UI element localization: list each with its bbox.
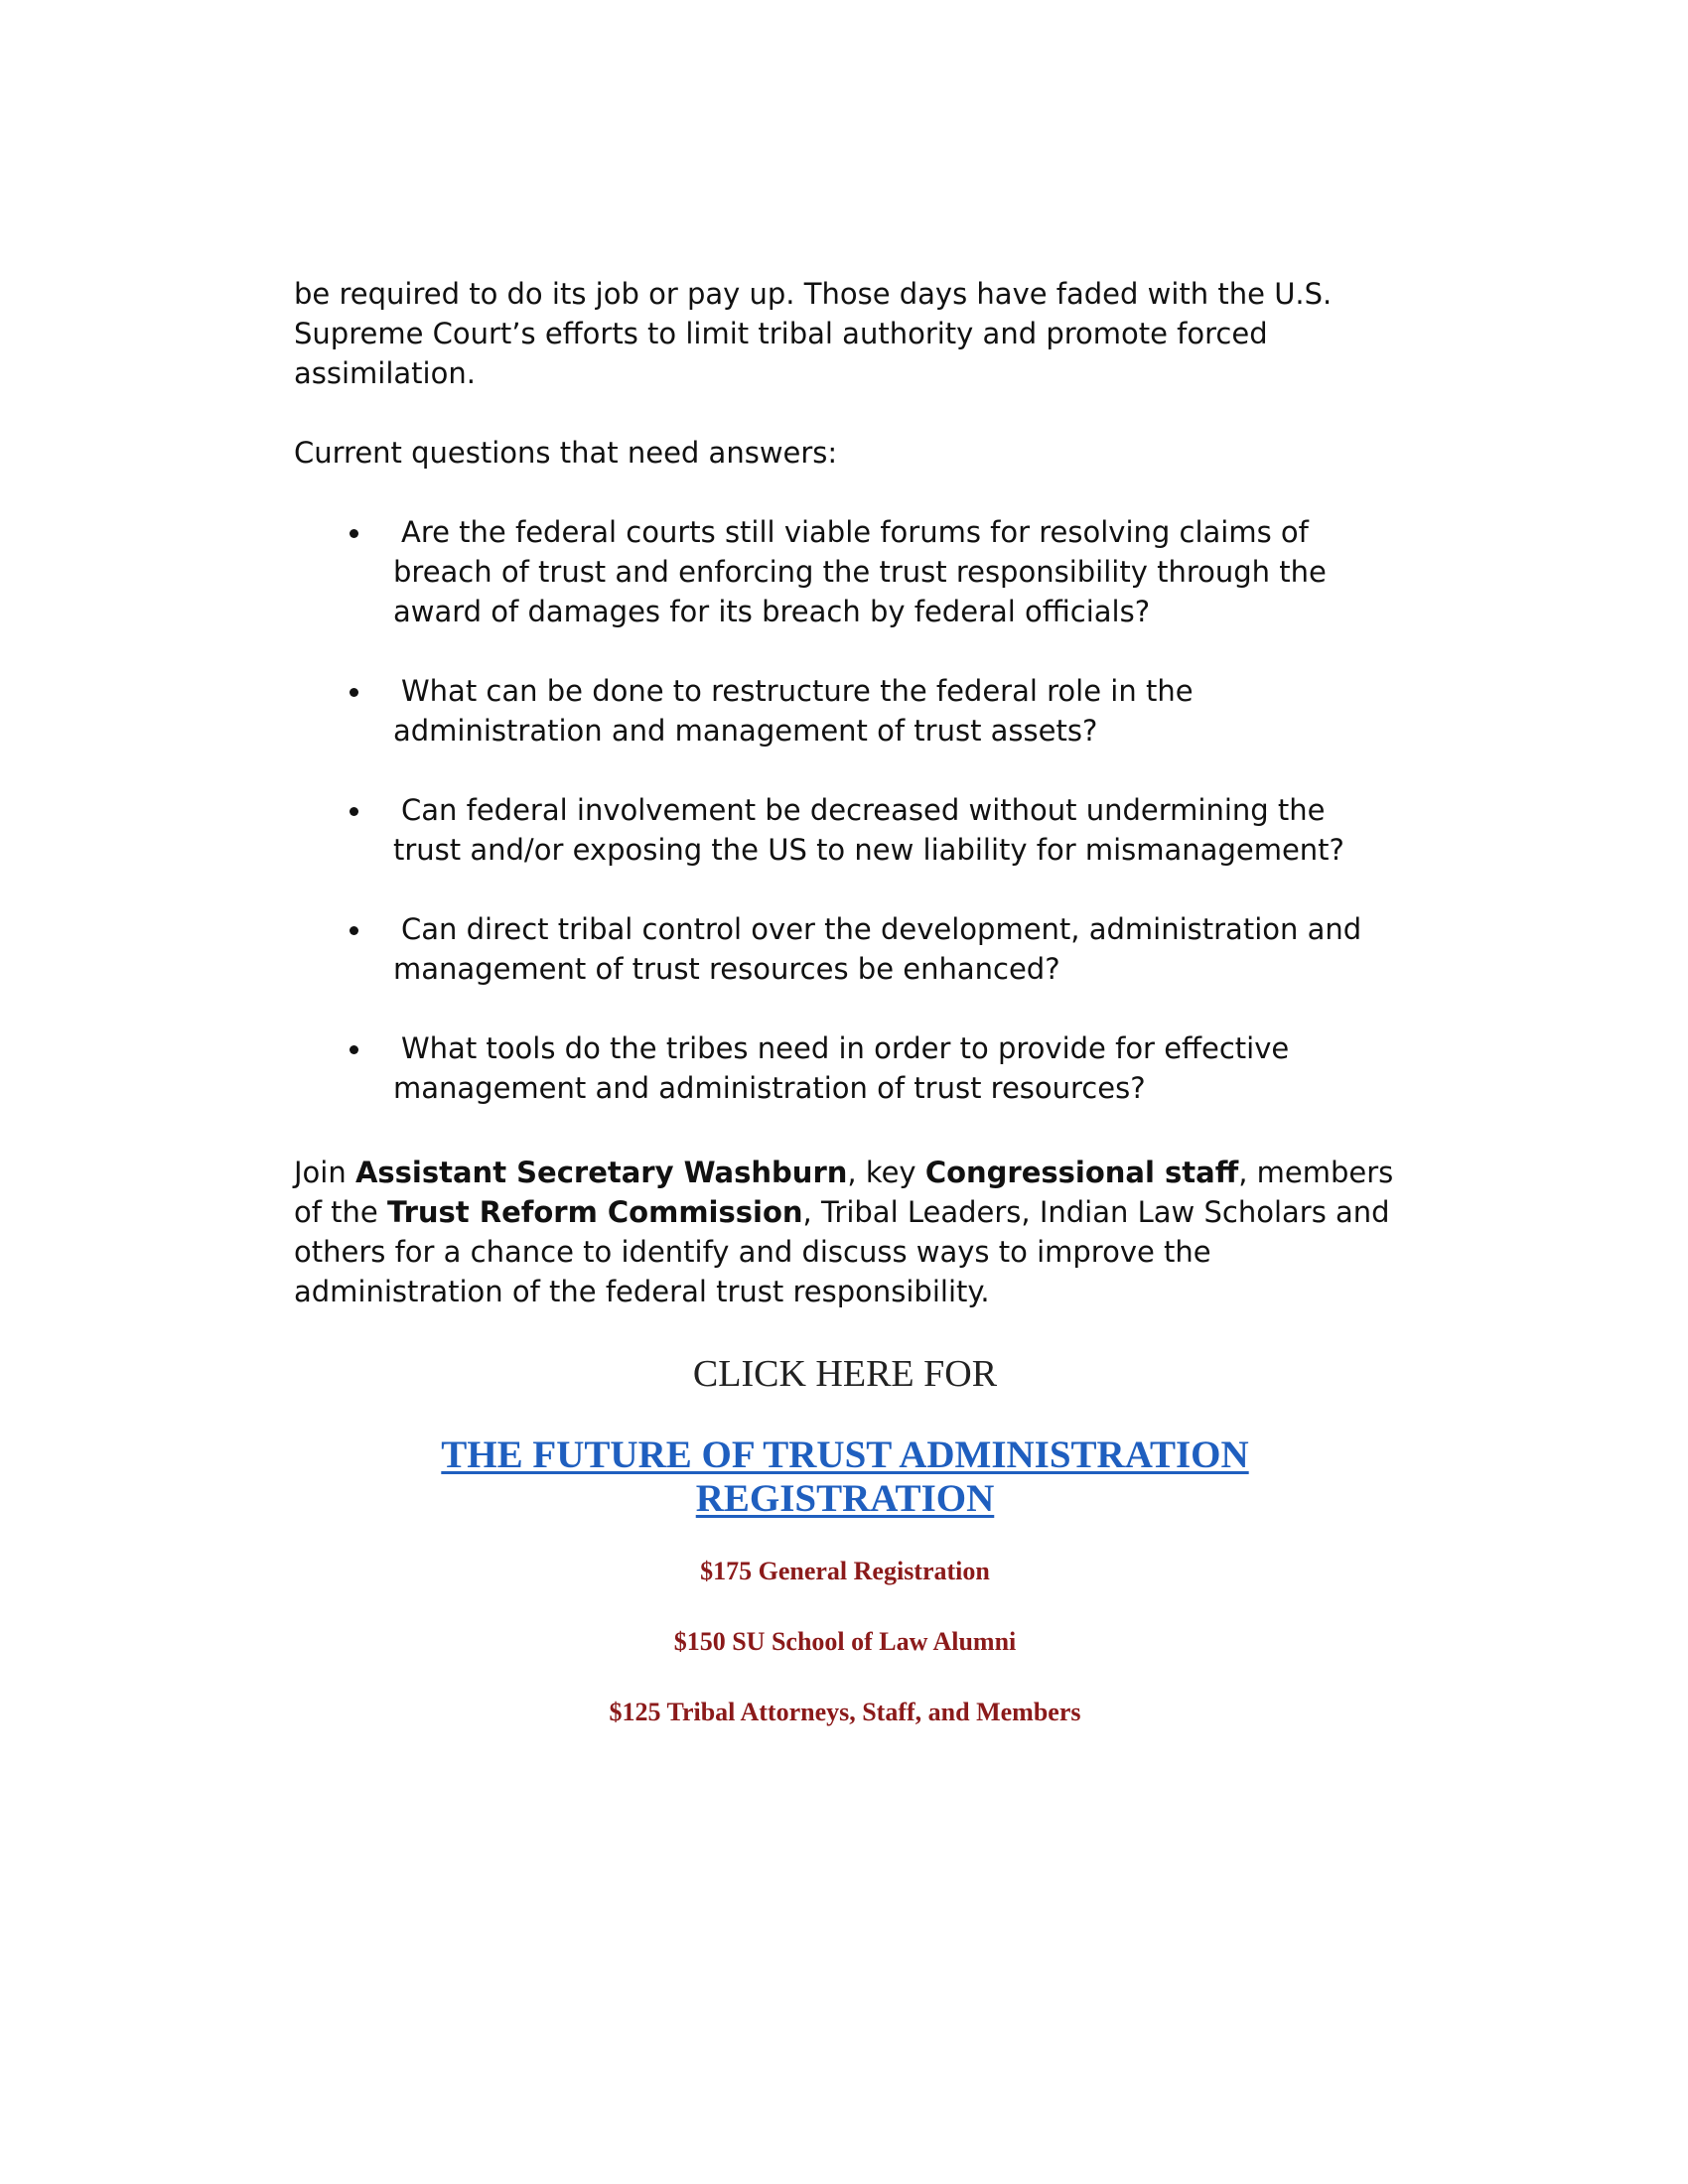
- registration-link-line: REGISTRATION: [695, 1477, 995, 1520]
- price-tribal: $125 Tribal Attorneys, Staff, and Members: [609, 1698, 1081, 1726]
- intro-paragraph: be required to do its job or pay up. Those days have faded with the U.S. Supreme Court’s efforts to limit tribal authority and promote forced assimilation.: [294, 277, 1333, 390]
- question-text: Can direct tribal control over the development, administration and management of trust resources be enhanced?: [393, 912, 1362, 986]
- join-paragraph: [294, 1153, 1396, 1311]
- question-text: What can be done to restructure the federal role in the administration and management of trust assets?: [393, 674, 1194, 748]
- join-text: Join: [294, 1156, 355, 1189]
- bullet-icon: [350, 926, 358, 935]
- list-item: [294, 1028, 1396, 1108]
- bullet-icon: [350, 807, 358, 816]
- join-bold-text: Congressional staff: [924, 1156, 1239, 1189]
- join-bold-text: Assistant Secretary Washburn: [354, 1156, 848, 1189]
- questions-intro: Current questions that need answers:: [294, 436, 838, 470]
- price-alumni: $150 SU School of Law Alumni: [673, 1627, 1017, 1656]
- registration-link[interactable]: [294, 1433, 1396, 1521]
- join-text: , Tribal Leaders, Indian Law Scholars and others for a chance to identify and discuss ways to improve the administration of the federal trust responsibility.: [294, 1195, 1390, 1308]
- questions-list: [294, 512, 1396, 1148]
- question-text: What tools do the tribes need in order to provide for effective management and administration of trust resources?: [393, 1031, 1290, 1105]
- list-item: [294, 790, 1396, 870]
- registration-link-line: THE FUTURE OF TRUST ADMINISTRATION: [441, 1433, 1249, 1476]
- join-text: , members of the: [294, 1156, 1394, 1229]
- question-text: Can federal involvement be decreased without undermining the trust and/or exposing the US to new liability for mismanagement?: [393, 793, 1344, 867]
- join-text: , key: [847, 1156, 925, 1189]
- list-item: [294, 512, 1396, 631]
- bullet-icon: [350, 688, 358, 697]
- question-text: Are the federal courts still viable forums for resolving claims of breach of trust and enforcing the trust responsibility through the award of damages for its breach by federal officials?: [393, 515, 1327, 628]
- list-item: [294, 671, 1396, 751]
- bullet-icon: [350, 1045, 358, 1054]
- bullet-icon: [350, 529, 358, 538]
- click-here-heading: CLICK HERE FOR: [692, 1353, 998, 1395]
- list-item: [294, 909, 1396, 989]
- join-bold-text: Trust Reform Commission: [386, 1195, 803, 1229]
- price-general: $175 General Registration: [700, 1557, 990, 1585]
